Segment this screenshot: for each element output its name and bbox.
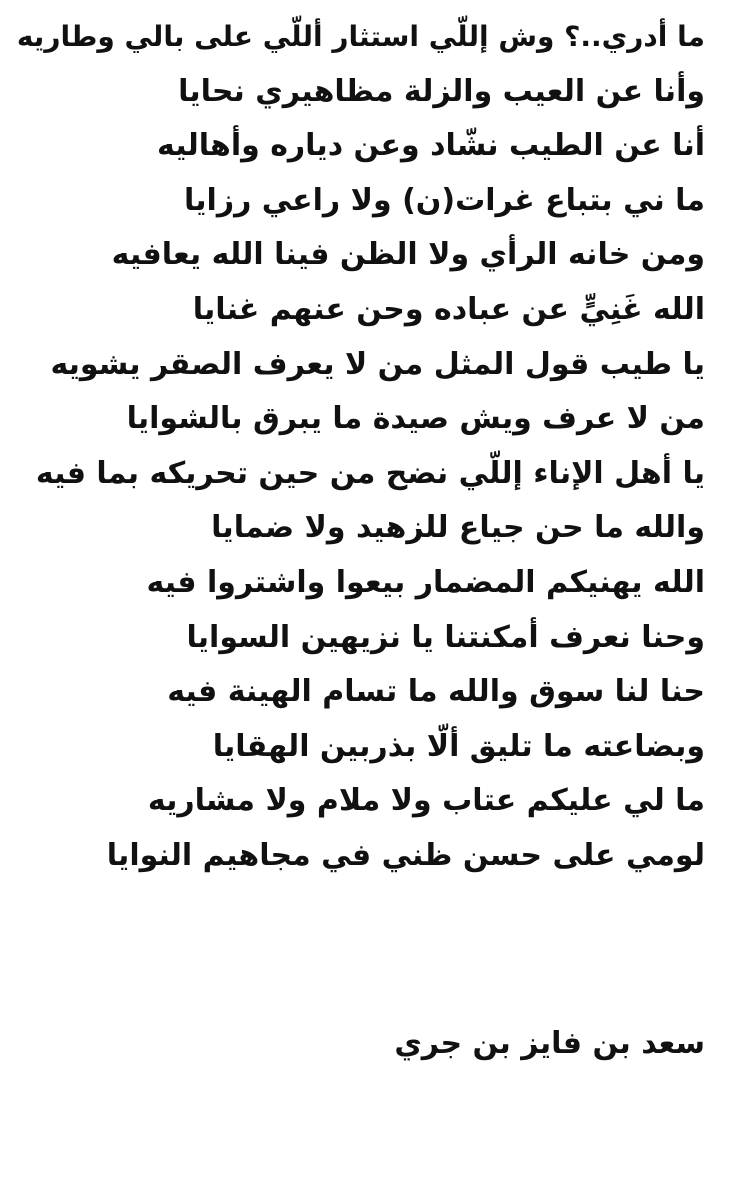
poem-line: ما أدري..؟ وش إللّي استثار أللّي على بالي وطاريه — [16, 20, 705, 53]
poem-text — [16, 10, 705, 884]
poem-line: من لا عرف ويش صيدة ما يبرق بالشوايا — [126, 401, 705, 437]
poem-line: يا أهل الإناء إللّي نضح من حين تحريكه بما فيه — [35, 455, 705, 491]
poem-line: الله غَنِيٍّ عن عباده وحن عنهم غنايا — [192, 291, 705, 327]
poem-line: وأنا عن العيب والزلة مظاهيري نحايا — [178, 73, 705, 109]
poem-line: وحنا نعرف أمكنتنا يا نزيهين السوايا — [186, 619, 705, 655]
poem-line: ما ني بتباع غرات(ن) ولا راعي رزايا — [184, 182, 705, 218]
poem-line: والله ما حن جياع للزهيد ولا ضمايا — [211, 510, 705, 546]
poem-line: وبضاعته ما تليق ألّا بذربين الهقايا — [212, 728, 705, 764]
poem-line: لومي على حسن ظني في مجاهيم النوايا — [106, 837, 705, 873]
poem-line: حنا لنا سوق والله ما تسام الهينة فيه — [167, 674, 705, 710]
poem-line: ما لي عليكم عتاب ولا ملام ولا مشاريه — [147, 783, 705, 819]
poem-line: أنا عن الطيب نشّاد وعن دياره وأهاليه — [157, 128, 705, 164]
poem-line: يا طيب قول المثل من لا يعرف الصقر يشويه — [50, 346, 705, 382]
poet-signature: سعد بن فايز بن جري — [394, 1026, 705, 1061]
poem-line: ومن خانه الرأي ولا الظن فينا الله يعافيه — [111, 237, 705, 273]
poem-line: الله يهنيكم المضمار بيعوا واشتروا فيه — [146, 564, 705, 600]
